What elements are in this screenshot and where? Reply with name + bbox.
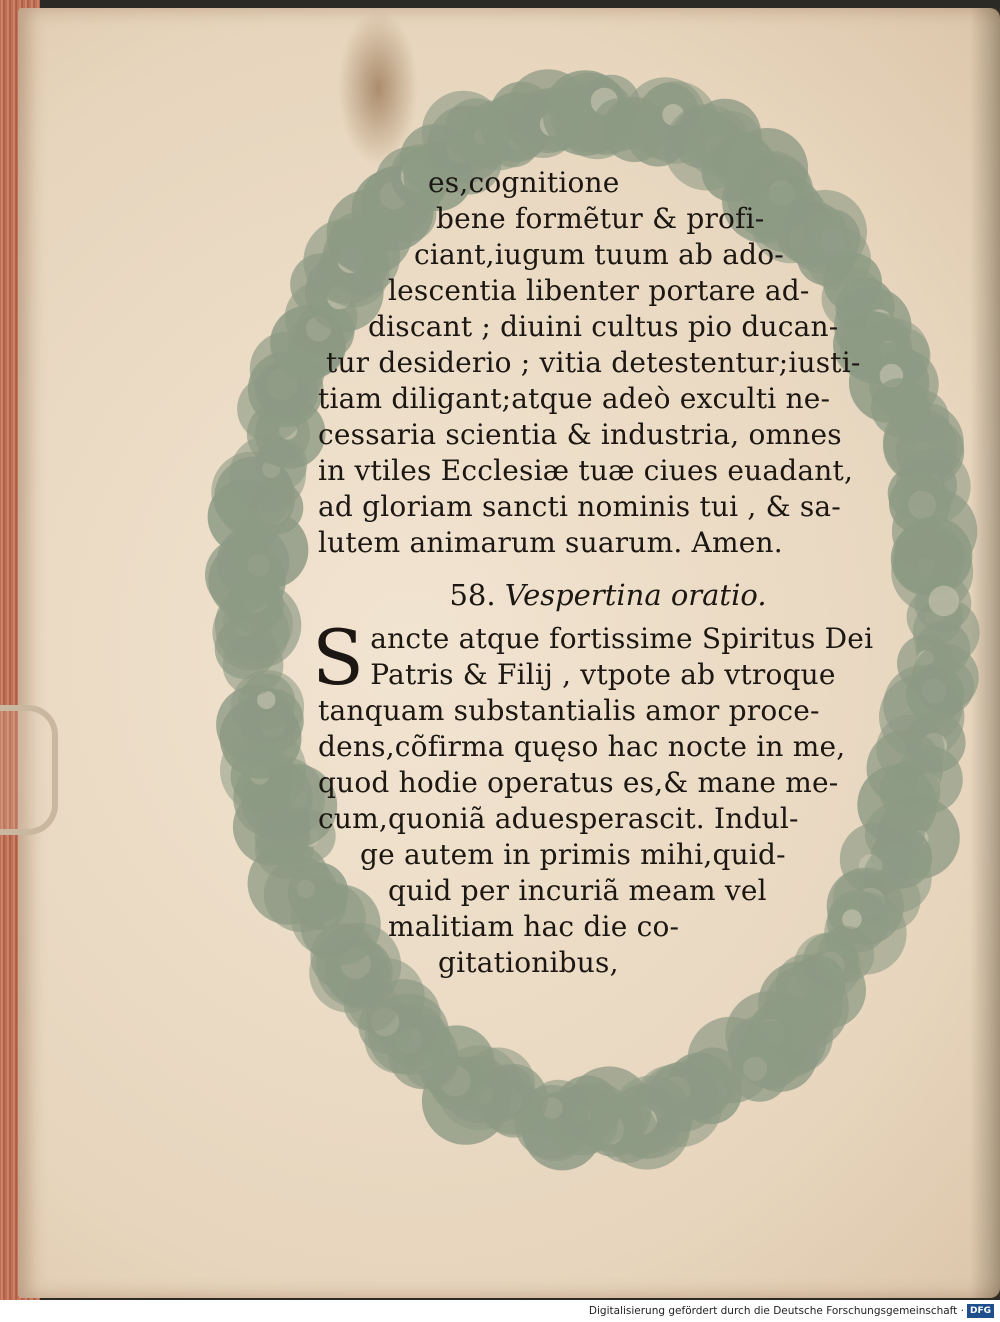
text-line: gitationibus, bbox=[438, 946, 619, 979]
text-line: in vtiles Ecclesiæ tuæ ciues euadant, bbox=[318, 454, 854, 487]
text-line: dens,cõfirma quęso hac nocte in me, bbox=[318, 730, 846, 763]
text-line: quid per incuriã meam vel bbox=[388, 874, 767, 907]
text-line: lescentia libenter portare ad- bbox=[388, 274, 810, 307]
text-line: malitiam hac die co- bbox=[388, 910, 680, 943]
drop-cap: S bbox=[312, 613, 365, 702]
first-line-text: ancte atque fortissime Spiritus Dei bbox=[370, 622, 874, 655]
text-block bbox=[312, 165, 898, 981]
digitization-footer bbox=[0, 1300, 1000, 1322]
text-line: tanquam substantialis amor proce- bbox=[318, 694, 820, 727]
text-line: Patris & Filij , vtpote ab vtroque bbox=[370, 658, 836, 691]
text-line: cum,quoniã aduesperascit. Indul- bbox=[318, 802, 799, 835]
prayer-number: 58. bbox=[449, 578, 496, 612]
text-line: quod hodie operatus es,& mane me- bbox=[318, 766, 839, 799]
text-line: ad gloriam sancti nominis tui , & sa- bbox=[318, 490, 841, 523]
prayer-57-ending bbox=[318, 165, 898, 561]
text-line: bene formẽtur & profi- bbox=[436, 202, 765, 235]
funding-credit: Digitalisierung gefördert durch die Deutsche Forschungsgemeinschaft · bbox=[588, 1305, 964, 1317]
text-line: discant ; diuini cultus pio ducan- bbox=[368, 310, 839, 343]
text-line: lutem animarum suarum. Amen. bbox=[318, 526, 783, 559]
prayer-title: Vespertina oratio. bbox=[504, 578, 767, 612]
prayer-heading bbox=[318, 575, 898, 615]
text-line: ge autem in primis mihi,quid- bbox=[360, 838, 786, 871]
text-line: es,cognitione bbox=[428, 166, 620, 199]
prayer-58-body bbox=[318, 657, 898, 981]
dfg-logo: DFG bbox=[967, 1304, 994, 1318]
text-line: ciant,iugum tuum ab ado- bbox=[414, 238, 784, 271]
text-line: tur desiderio ; vitia detestentur;iusti- bbox=[326, 346, 861, 379]
text-line: cessaria scientia & industria, omnes bbox=[318, 418, 842, 451]
text-line: tiam diligant;atque adeò exculti ne- bbox=[318, 382, 831, 415]
wreath-highlight bbox=[929, 586, 960, 617]
